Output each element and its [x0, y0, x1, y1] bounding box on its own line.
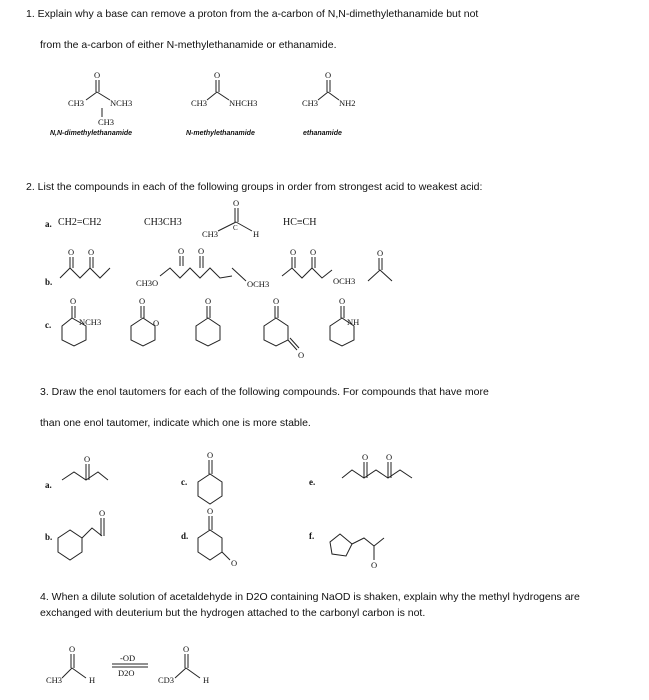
- svg-text:O: O: [371, 560, 378, 570]
- q4-product-right: H: [203, 675, 210, 685]
- question-1-line-1: 1. Explain why a base can remove a proton from the a-carbon of N,N-dimethylethanamide but not: [26, 8, 479, 20]
- q4-reactant-skeleton: [62, 644, 86, 678]
- q1-compound-1-skeleton: [86, 70, 110, 117]
- svg-text:O: O: [362, 452, 369, 462]
- q3-label-e: e.: [309, 477, 316, 487]
- q1-compound-2-skeleton: [207, 70, 229, 100]
- q3b-skeleton: [58, 508, 105, 560]
- q1-c3-left-group: CH3: [302, 98, 319, 108]
- svg-text:O: O: [198, 246, 205, 256]
- q3d-skeleton: [198, 506, 237, 568]
- q3e-skeleton: [342, 452, 412, 478]
- q4-product-skeleton: [175, 644, 200, 678]
- caption-methylethanamide: N-methylethanamide: [186, 130, 255, 137]
- q2-b-ester-3: OCH3: [333, 276, 356, 286]
- svg-text:O: O: [88, 247, 95, 257]
- svg-text:O: O: [178, 246, 185, 256]
- q2c-ring-2: [131, 296, 155, 346]
- q3-label-a: a.: [45, 480, 52, 490]
- svg-text:O: O: [273, 296, 280, 306]
- q4-reagent-bottom: D2O: [118, 668, 135, 678]
- svg-text:O: O: [214, 70, 221, 80]
- q2-part-c-label: c.: [45, 320, 52, 330]
- question-3-line-1: 3. Draw the enol tautomers for each of the following compounds. For compounds that have more: [40, 386, 489, 398]
- svg-text:O: O: [207, 506, 214, 516]
- q3-label-b: b.: [45, 532, 53, 542]
- q2b-ketoester-skeleton: [160, 246, 246, 281]
- svg-text:O: O: [94, 70, 101, 80]
- svg-text:O: O: [99, 508, 106, 518]
- q2-a-item-3: HC≡CH: [283, 217, 317, 228]
- caption-dimethylethanamide: N,N-dimethylethanamide: [50, 130, 133, 137]
- q2-a-item-2: CH3CH3: [144, 217, 182, 228]
- q4-reactant-left: CH3: [46, 675, 63, 685]
- q1-c3-right-group: NH2: [339, 98, 356, 108]
- q1-c2-right-group: NHCH3: [229, 98, 258, 108]
- q3-label-c: c.: [181, 477, 188, 487]
- svg-text:O: O: [377, 248, 384, 258]
- q4-product-left: CD3: [158, 675, 175, 685]
- svg-text:O: O: [386, 452, 393, 462]
- q2a-aldehyde-skeleton: [218, 198, 252, 232]
- q2b-ketoester-2-skeleton: [282, 247, 332, 278]
- question-4-line-1: 4. When a dilute solution of acetaldehyde in D2O containing NaOD is shaken, explain why the methyl hydrogens are: [40, 591, 580, 603]
- q3f-skeleton: [330, 534, 384, 570]
- svg-text:O: O: [205, 296, 212, 306]
- q2-part-a-label: a.: [45, 219, 52, 229]
- q3a-skeleton: [62, 454, 108, 480]
- q2-c-ring-1-hetero: NCH3: [79, 317, 102, 327]
- question-4-line-2: exchanged with deuterium but the hydrogen attached to the carbonyl carbon is not.: [40, 607, 426, 619]
- q2-a-aldehyde-left: CH3: [202, 229, 219, 239]
- q2-c-ring-2-hetero: O: [153, 318, 160, 328]
- svg-text:O: O: [70, 296, 77, 306]
- q2b-diketone-skeleton: [60, 247, 110, 278]
- q1-c1-left-group: CH3: [68, 98, 85, 108]
- svg-text:O: O: [325, 70, 332, 80]
- question-1-line-2: from the a-carbon of either N-methylethanamide or ethanamide.: [40, 39, 337, 51]
- q1-compound-3-skeleton: [318, 70, 339, 100]
- q2-part-b-label: b.: [45, 277, 53, 287]
- svg-text:O: O: [139, 296, 146, 306]
- svg-text:C: C: [233, 224, 238, 232]
- svg-text:O: O: [290, 247, 297, 257]
- svg-text:O: O: [84, 454, 91, 464]
- q4-equilibrium-arrow: [112, 664, 148, 667]
- q2-a-aldehyde-right: H: [253, 229, 260, 239]
- svg-text:O: O: [183, 644, 190, 654]
- svg-text:O: O: [310, 247, 317, 257]
- question-3-line-2: than one enol tautomer, indicate which one is more stable.: [40, 417, 311, 429]
- q2-c-ring-5-hetero: NH: [347, 317, 360, 327]
- svg-text:O: O: [68, 247, 75, 257]
- q2c-ring-3: [196, 296, 220, 346]
- q2-b-ester-1: CH3O: [136, 278, 159, 288]
- svg-text:O: O: [298, 350, 305, 360]
- q2-a-item-1: CH2=CH2: [58, 217, 102, 228]
- svg-text:O: O: [231, 558, 238, 568]
- q3-label-d: d.: [181, 531, 189, 541]
- q2-b-ester-2: OCH3: [247, 279, 270, 289]
- svg-text:O: O: [233, 198, 240, 208]
- svg-text:O: O: [207, 450, 214, 460]
- q4-reagent-top: -OD: [120, 653, 136, 663]
- svg-text:O: O: [69, 644, 76, 654]
- q1-c1-substituent: CH3: [98, 117, 115, 127]
- question-2-text: 2. List the compounds in each of the following groups in order from strongest acid to weakest acid:: [26, 181, 483, 193]
- q3c-skeleton: [198, 450, 222, 504]
- q4-reactant-right: H: [89, 675, 96, 685]
- q2b-acetone-skeleton: [368, 248, 392, 281]
- q1-c2-left-group: CH3: [191, 98, 208, 108]
- caption-ethanamide: ethanamide: [303, 130, 342, 137]
- q3-label-f: f.: [309, 531, 315, 541]
- q1-c1-right-group: NCH3: [110, 98, 133, 108]
- svg-text:O: O: [339, 296, 346, 306]
- q2c-ring-4: [264, 296, 304, 360]
